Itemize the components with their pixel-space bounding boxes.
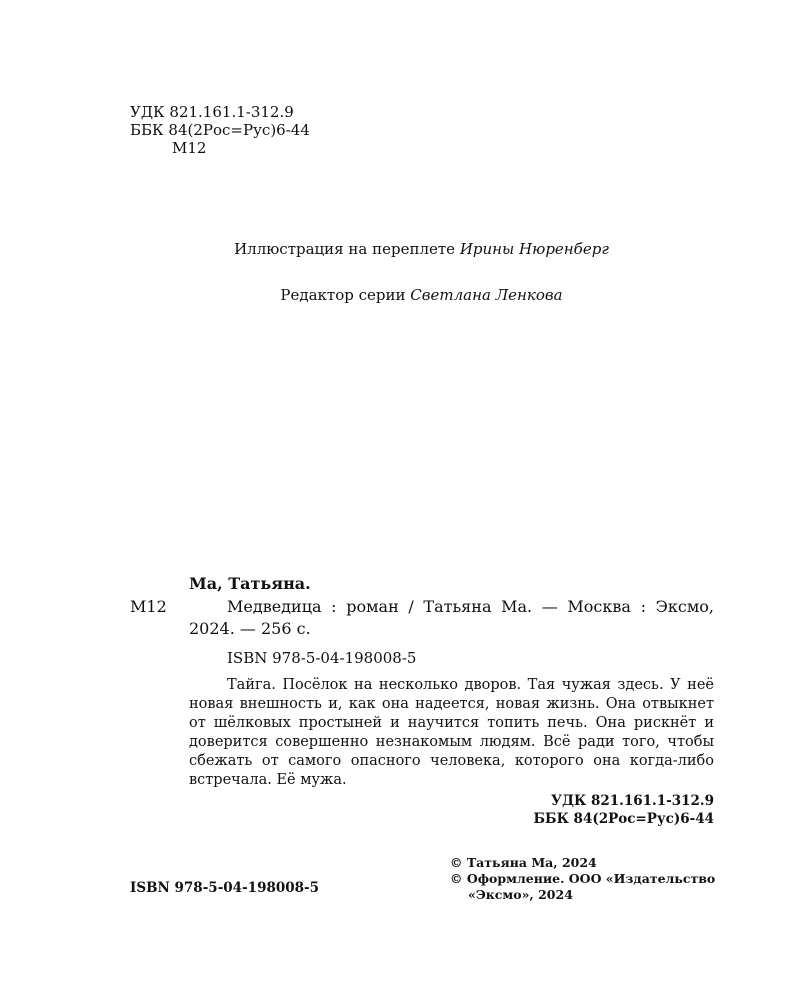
record-annotation: Тайга. Посёлок на несколько дворов. Тая чужая здесь. У неё новая внешность и, как она надеется, новая жизнь. Она отвыкнет от шёлковых простыней и научится топить печь. Она рискнёт и доверится совершенно незнакомым людям. Всё ради того, чтобы сбежать от самого опасного человека, которого она когда-либо встречала. Её мужа. <box>189 677 714 788</box>
copyright-notice <box>450 855 715 903</box>
record-bbk: ББК 84(2Рос=Рус)6-44 <box>533 811 714 827</box>
editor-credit <box>0 286 800 304</box>
editor-name: Светлана Ленкова <box>410 286 563 304</box>
bbk-code: ББК 84(2Рос=Рус)6-44 <box>130 121 310 139</box>
copyright-author: © Татьяна Ма, 2024 <box>450 855 597 870</box>
udk-classification-top <box>130 103 310 157</box>
record-description: Медведица : роман / Татьяна Ма. — Москва : Эксмо, 2024. — 256 с. <box>189 597 714 638</box>
author-sign: М12 <box>172 139 207 157</box>
bibliographic-record <box>189 573 714 828</box>
copyright-design: © Оформление. ООО «Издательство <box>450 871 716 886</box>
record-author: Ма, Татьяна. <box>189 574 311 593</box>
illustration-label: Иллюстрация на переплете <box>234 240 460 258</box>
copyright-publisher: «Эксмо», 2024 <box>468 887 573 902</box>
bibliography-author-sign: М12 <box>130 597 167 616</box>
illustrator-name: Ирины Нюренберг <box>459 240 609 258</box>
record-isbn: ISBN 978-5-04-198008-5 <box>227 649 417 667</box>
editor-label: Редактор серии <box>280 286 411 304</box>
record-udk: УДК 821.161.1-312.9 <box>551 793 714 809</box>
illustration-credit <box>0 240 800 258</box>
footer-isbn: ISBN 978-5-04-198008-5 <box>130 880 320 896</box>
udk-code: УДК 821.161.1-312.9 <box>130 103 294 121</box>
